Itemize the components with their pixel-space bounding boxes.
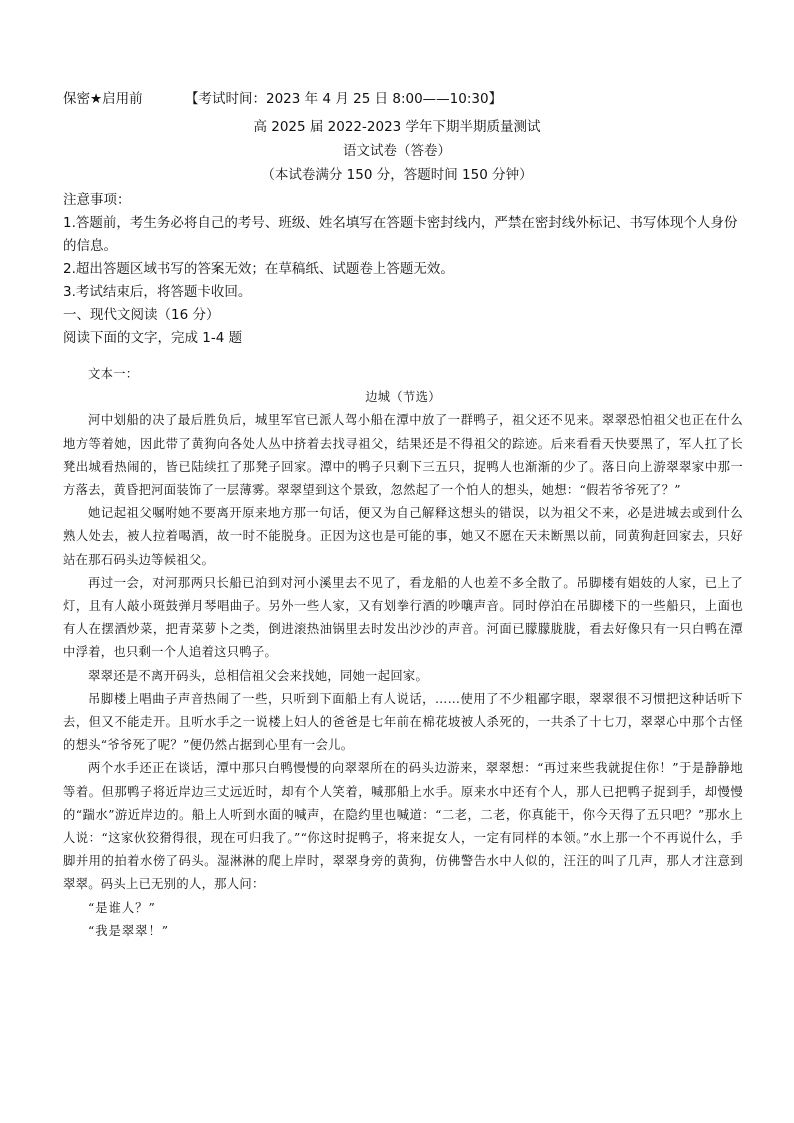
passage-title: 边城（节选） [365,390,441,405]
paper-name: 语文试卷（答卷） [343,143,451,159]
header-line [63,89,754,109]
paper-info: （本试卷满分 150 分，答题时间 150 分钟） [261,167,533,183]
confidential-label: 保密★启用前 [63,91,143,107]
text-label: 文本一： [88,367,139,381]
notes-heading: 注意事项： [63,192,131,208]
dialogue-line: “是谁人？” [88,900,156,915]
section-heading: 一、现代文阅读（16 分） [63,307,220,323]
note-item: 1.答题前，考生务必将自己的考号、班级、姓名填写在答题卡密封线内，严禁在密封线外标记、书写体现个人身份的信息。 [63,215,738,254]
note-item: 2.超出答题区域书写的答案无效；在草稿纸、试题卷上答题无效。 [63,261,454,277]
note-item: 3.考试结束后，将答题卡收回。 [63,284,252,300]
exam-title: 高 2025 届 2022-2023 学年下期半期质量测试 [253,119,541,135]
reading-instruction: 阅读下面的文字，完成 1-4 题 [63,330,243,346]
passage-paragraph: 河中划船的决了最后胜负后，城里军官已派人驾小船在潭中放了一群鸭子，祖父还不见来。翠翠恐怕祖父也正在什么地方等着她，因此带了黄狗向各处人丛中挤着去找寻祖父，结果还是不得祖父的踪迹。后来看看天快要黑了，军人扛了长凳出城看热闹的，皆已陆续扛了那凳子回家。潭中的鸭子只剩下三五只，捉鸭人也渐渐的少了。落日向上游翠翠家中那一方落去，黄昏把河面装饰了一层薄雾。翠翠望到这个景致，忽然起了一个怕人的想头，她想：“假若爷爷死了？” [63,413,743,498]
passage-paragraph: 她记起祖父嘱咐她不要离开原来地方那一句话，便又为自己解释这想头的错误，以为祖父不来，必是进城去或到什么熟人处去，被人拉着喝酒，故一时不能脱身。正因为这也是可能的事，她又不愿在天未断黑以前，同黄狗赶回家去，只好站在那石码头边等候祖父。 [63,506,743,567]
exam-time: 【考试时间：2023 年 4 月 25 日 8:00——10:30】 [185,91,503,107]
passage-paragraph: 翠翠还是不离开码头，总相信祖父会来找她，同她一起回家。 [88,668,429,683]
dialogue-line: “我是翠翠！” [88,923,170,938]
passage-paragraph: 再过一会，对河那两只长船已泊到对河小溪里去不见了，看龙船的人也差不多全散了。吊脚楼有娼妓的人家，已上了灯，且有人敲小斑鼓弹月琴唱曲子。另外一些人家，又有划拳行酒的吵嚷声音。同时停泊在吊脚楼下的一些船只，上面也有人在摆酒炒菜，把青菜萝卜之类，倒进滚热油锅里去时发出沙沙的声音。河面已朦朦胧胧，看去好像只有一只白鸭在潭中浮着，也只剩一个人追着这只鸭子。 [63,575,743,660]
passage-paragraph: 两个水手还正在谈话，潭中那只白鸭慢慢的向翠翠所在的码头边游来，翠翠想：“再过来些我就捉住你！”于是静静地等着。但那鸭子将近岸边三丈远近时，却有个人笑着，喊那船上水手。原来水中还有个人，那人已把鸭子捉到手，却慢慢的“踹水”游近岸边的。船上人听到水面的喊声，在隐约里也喊道：“二老，二老，你真能干，你今天得了五只吧？”那水上人说：“这家伙狡猾得很，现在可归我了。”“你这时捉鸭子，将来捉女人，一定有同样的本领。”水上那一个不再说什么，手脚并用的拍着水傍了码头。湿淋淋的爬上岸时，翠翠身旁的黄狗，仿佛警告水中人似的，汪汪的叫了几声，那人才注意到翠翠。码头上已无别的人，那人问： [63,761,743,892]
passage [63,363,743,943]
passage-paragraph: 吊脚楼上唱曲子声音热闹了一些，只听到下面船上有人说话，……使用了不少粗鄙字眼，翠翠很不习惯把这种话听下去，但又不能走开。且听水手之一说楼上妇人的爸爸是七年前在棉花坡被人杀死的，一共杀了十七刀，翠翠心中那个古怪的想头“爷爷死了呢？”便仍然占据到心里有一会儿。 [63,691,743,753]
notes-section [63,189,743,350]
